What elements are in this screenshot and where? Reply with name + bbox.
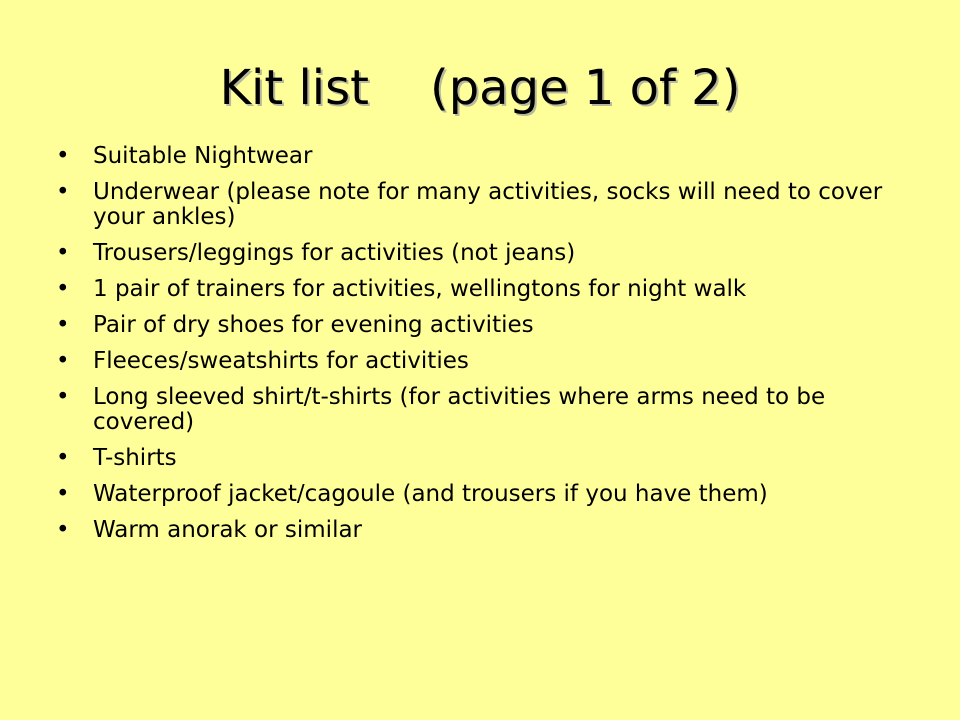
list-item (56, 277, 906, 302)
list-item (56, 144, 906, 169)
bullet-icon: • (56, 481, 70, 507)
bullet-icon: • (56, 445, 70, 471)
bullet-icon: • (56, 312, 70, 338)
list-item-text: T-shirts (93, 445, 177, 471)
bullet-icon: • (56, 276, 70, 302)
list-item (56, 518, 906, 543)
list-item-text: Underwear (please note for many activities, socks will need to cover your ankles) (93, 179, 883, 230)
bullet-icon: • (56, 240, 70, 266)
list-item (56, 385, 906, 435)
list-item-text: Suitable Nightwear (93, 143, 313, 169)
list-item-text: Trousers/leggings for activities (not jeans) (93, 240, 576, 266)
list-item-text: 1 pair of trainers for activities, wellingtons for night walk (93, 276, 747, 302)
list-item-text: Waterproof jacket/cagoule (and trousers if you have them) (93, 481, 768, 507)
list-item (56, 241, 906, 266)
list-item-text: Fleeces/sweatshirts for activities (93, 348, 469, 374)
list-item (56, 482, 906, 507)
list-item-text: Warm anorak or similar (93, 517, 363, 543)
bullet-icon: • (56, 143, 70, 169)
kit-list (56, 144, 906, 554)
list-item (56, 446, 906, 471)
bullet-icon: • (56, 384, 70, 410)
list-item-text: Pair of dry shoes for evening activities (93, 312, 534, 338)
list-item (56, 313, 906, 338)
slide-title: Kit list (page 1 of 2) (219, 60, 741, 116)
bullet-icon: • (56, 179, 70, 205)
bullet-icon: • (56, 348, 70, 374)
list-item (56, 180, 906, 230)
bullet-icon: • (56, 517, 70, 543)
list-item-text: Long sleeved shirt/t-shirts (for activities where arms need to be covered) (93, 384, 826, 435)
list-item (56, 349, 906, 374)
